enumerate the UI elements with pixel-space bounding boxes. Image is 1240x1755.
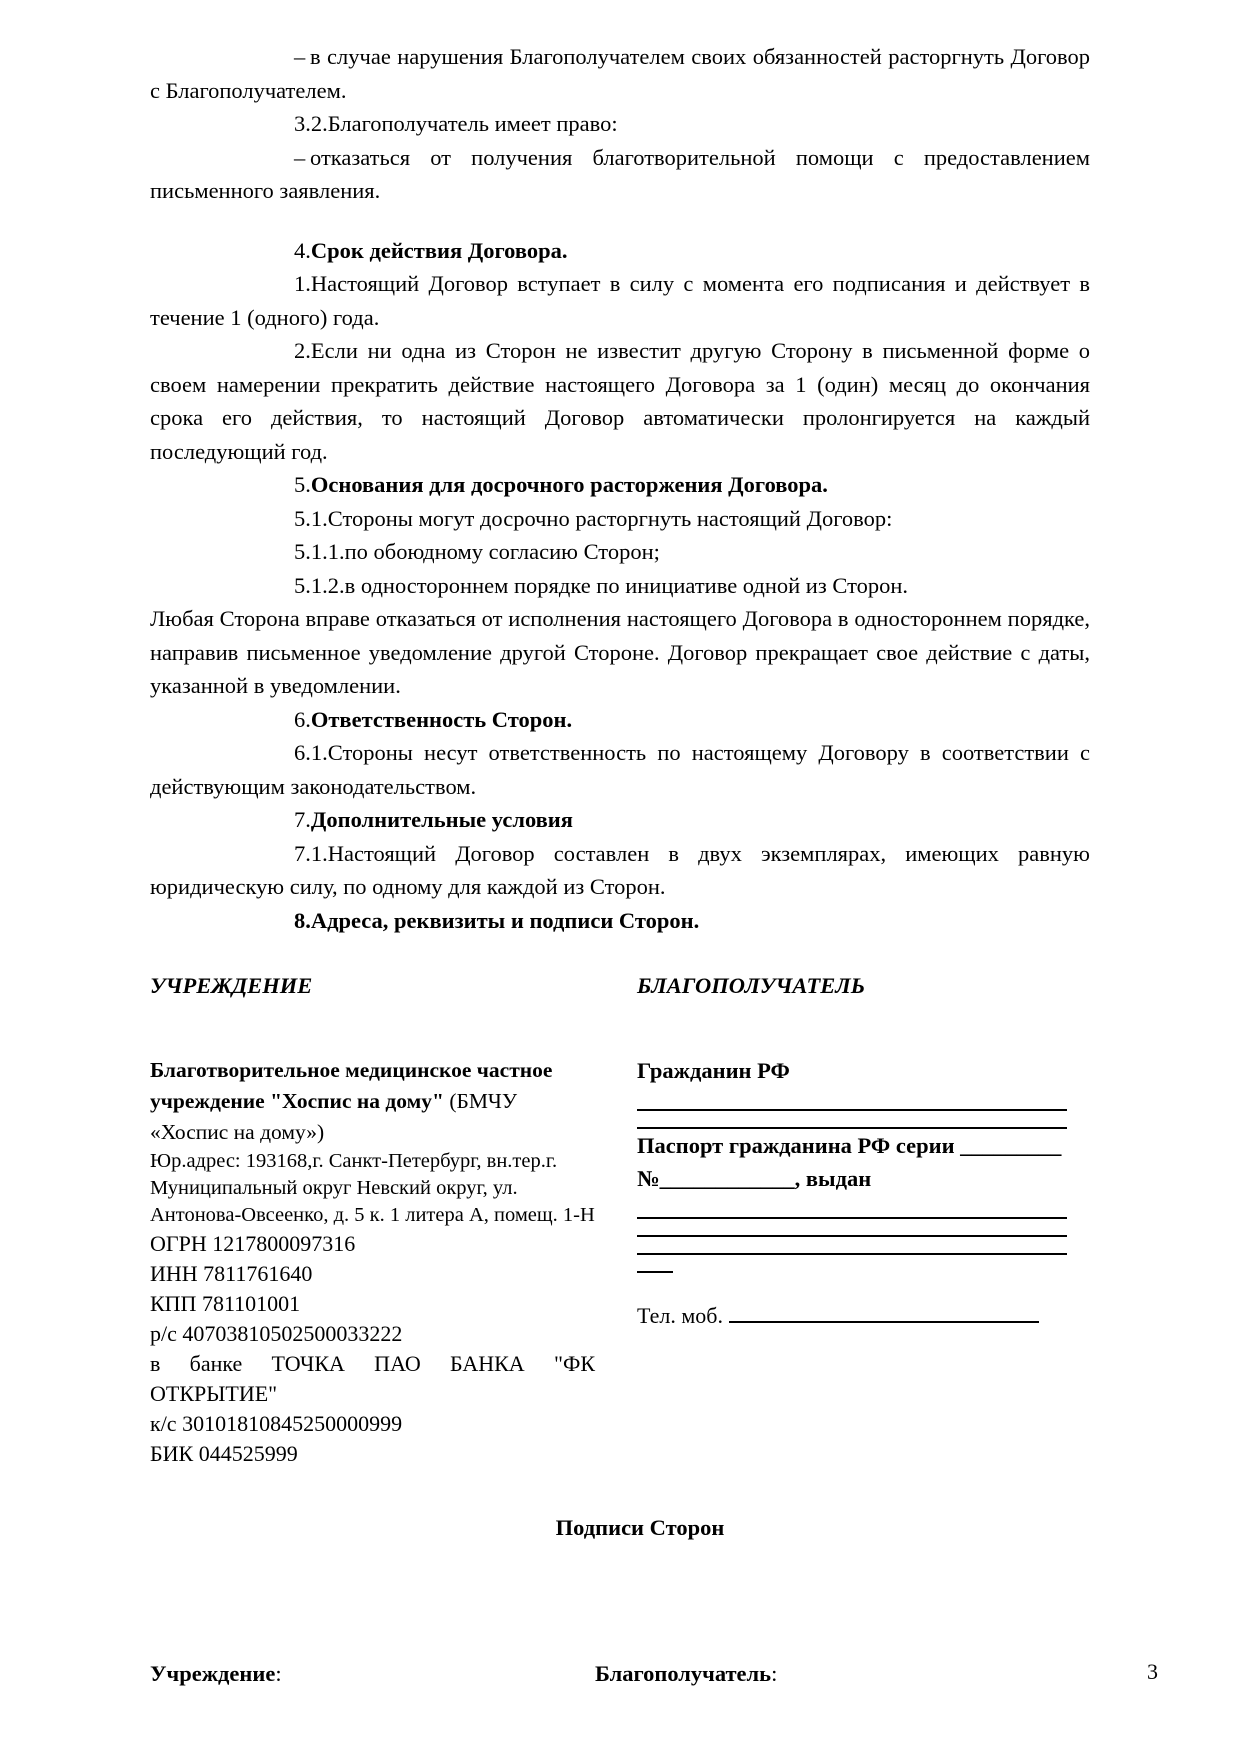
clause-text: Настоящий Договор составлен в двух экземплярах, имеющих равную юридическую силу, по одному для каждой из Сторон. [150,840,1090,899]
clause-paragraph [150,703,1090,737]
clause-paragraph [150,904,1090,938]
beneficiary-details [637,1055,1090,1331]
institution-corr-account: к/с 30101810845250000999 [150,1411,403,1436]
institution-inn: ИНН 7811761640 [150,1261,313,1286]
signature-space [150,1541,1090,1661]
institution-bank: в банке ТОЧКА ПАО БАНКА "ФК ОТКРЫТИЕ" [150,1351,595,1406]
clause-paragraph [150,468,1090,502]
clause-text: Срок действия Договора. [310,237,568,263]
clause-text: Основания для досрочного расторжения Договора. [310,472,828,497]
clause-paragraph [150,569,1090,603]
clause-marker: 5.1.2. [294,572,345,598]
clause-paragraph [150,736,1090,803]
institution-account: р/с 40703810502500033222 [150,1321,403,1346]
phone-label: Тел. моб. [637,1303,723,1328]
institution-name [150,1055,595,1148]
signature-block [150,971,1090,1687]
institution-heading: УЧРЕЖДЕНИЕ [150,973,313,998]
clause-marker: 5.1.1. [294,539,345,564]
spacer-before-signatures [150,1469,1090,1515]
clause-marker: 7.1. [294,840,328,866]
footer-institution-label: Учреждение [150,1661,276,1686]
paragraph-gap [150,208,1090,234]
clause-text: Благополучатель имеет право: [327,111,618,136]
footer-institution-colon: : [275,1661,282,1686]
clause-marker: 5.1. [294,505,328,531]
beneficiary-passport-number[interactable]: №____________, выдан [637,1166,872,1191]
clause-text: Если ни одна из Сторон не известит другую Сторону в письменной форме о своем намерении прекратить действие настоящего Договора за 1 (один) месяц до окончания срока его действия, то настоящий Договор автоматически пролонгируется на каждый последующий год. [150,338,1090,464]
beneficiary-phone-row [637,1301,1090,1331]
clause-paragraph [150,535,1090,569]
institution-name-abbrev: (БМЧУ «Хоспис на дому») [150,1089,518,1144]
clause-text: Стороны несут ответственность по настоящему Договору в соответствии с действующим законодательством. [150,740,1090,799]
clause-text: Ответственность Сторон. [310,706,573,732]
clause-text: Дополнительные условия [310,807,573,832]
clause-text: Любая Сторона вправе отказаться от исполнения настоящего Договора в одностороннем порядке, направив письменное уведомление другой Стороне. Договор прекращает свое действие с даты, указанной в уведомлении. [150,606,1090,698]
heading-gap [150,1001,1090,1055]
page-number: 3 [1147,1659,1158,1684]
clause-marker: 6. [294,706,311,732]
clause-text: Настоящий Договор вступает в силу с момента его подписания и действует в течение 1 (одного) года. [150,271,1090,330]
clause-paragraph [150,837,1090,904]
clause-paragraph [150,803,1090,837]
clause-marker: – [294,144,306,170]
beneficiary-citizen-label: Гражданин РФ [637,1058,790,1083]
institution-column-heading [150,971,595,1001]
footer-beneficiary [595,1661,1090,1687]
party-details-row [150,1055,1090,1469]
institution-bik: БИК 044525999 [150,1441,298,1466]
clause-marker: 2. [294,338,311,363]
clause-paragraph [150,141,1090,208]
clause-marker: 8. [294,907,311,933]
clause-text: в случае нарушения Благополучателем своих обязанностей расторгнуть Договор с Благополучателем. [150,44,1090,103]
signatures-heading: Подписи Сторон [555,1515,725,1540]
institution-ogrn: ОГРН 1217800097316 [150,1231,356,1256]
line-gap-1 [637,1111,1090,1127]
line-gap-3 [637,1237,1090,1253]
clause-paragraph [150,502,1090,536]
spacer-before-issuer-lines [637,1195,1090,1217]
clause-marker: 3.2. [294,111,328,136]
contract-body [150,40,1090,937]
footer-beneficiary-colon: : [771,1661,778,1686]
clause-paragraph [150,602,1090,703]
clause-paragraph [150,40,1090,107]
clause-paragraph [150,107,1090,141]
clause-text: Адреса, реквизиты и подписи Сторон. [310,907,700,933]
clause-paragraph [150,334,1090,468]
beneficiary-heading: БЛАГОПОЛУЧАТЕЛЬ [637,973,865,998]
signature-footer-row [150,1661,1090,1687]
clause-paragraph [150,234,1090,268]
party-headings-row [150,971,1090,1001]
clause-paragraph [150,267,1090,334]
footer-beneficiary-label: Благополучатель [595,1661,772,1686]
institution-details [150,1055,595,1469]
clause-text: Стороны могут досрочно расторгнуть настоящий Договор: [327,505,893,531]
clause-text: отказаться от получения благотворительной помощи с предоставлением письменного заявления. [150,144,1090,203]
beneficiary-passport-series[interactable]: Паспорт гражданина РФ серии _________ [637,1133,1062,1158]
line-gap-2 [637,1219,1090,1235]
institution-address: Юр.адрес: 193168,г. Санкт-Петербург, вн.тер.г. Муниципальный округ Невский округ, ул. Антонова-Овсеенко, д. 5 к. 1 литера А, помещ. 1-Н [150,1150,595,1226]
clause-marker: 1. [294,271,311,296]
clause-marker: 5. [294,472,311,497]
spacer-before-name-lines [637,1087,1090,1109]
beneficiary-column-heading [637,971,1090,1001]
footer-institution [150,1661,595,1687]
phone-input-line[interactable] [729,1307,1039,1323]
clause-text: в одностороннем порядке по инициативе одной из Сторон. [344,572,909,598]
spacer-before-phone [637,1273,1090,1301]
clause-text: по обоюдному согласию Сторон; [344,539,660,564]
clause-marker: 6.1. [294,740,328,765]
line-gap-4 [637,1255,1090,1271]
institution-name-bold: Благотворительное медицинское частное учреждение "Хоспис на дому" [150,1058,553,1113]
institution-kpp: КПП 781101001 [150,1291,301,1316]
clause-marker: – [294,44,306,69]
clause-marker: 4. [294,237,311,263]
clause-marker: 7. [294,807,311,832]
